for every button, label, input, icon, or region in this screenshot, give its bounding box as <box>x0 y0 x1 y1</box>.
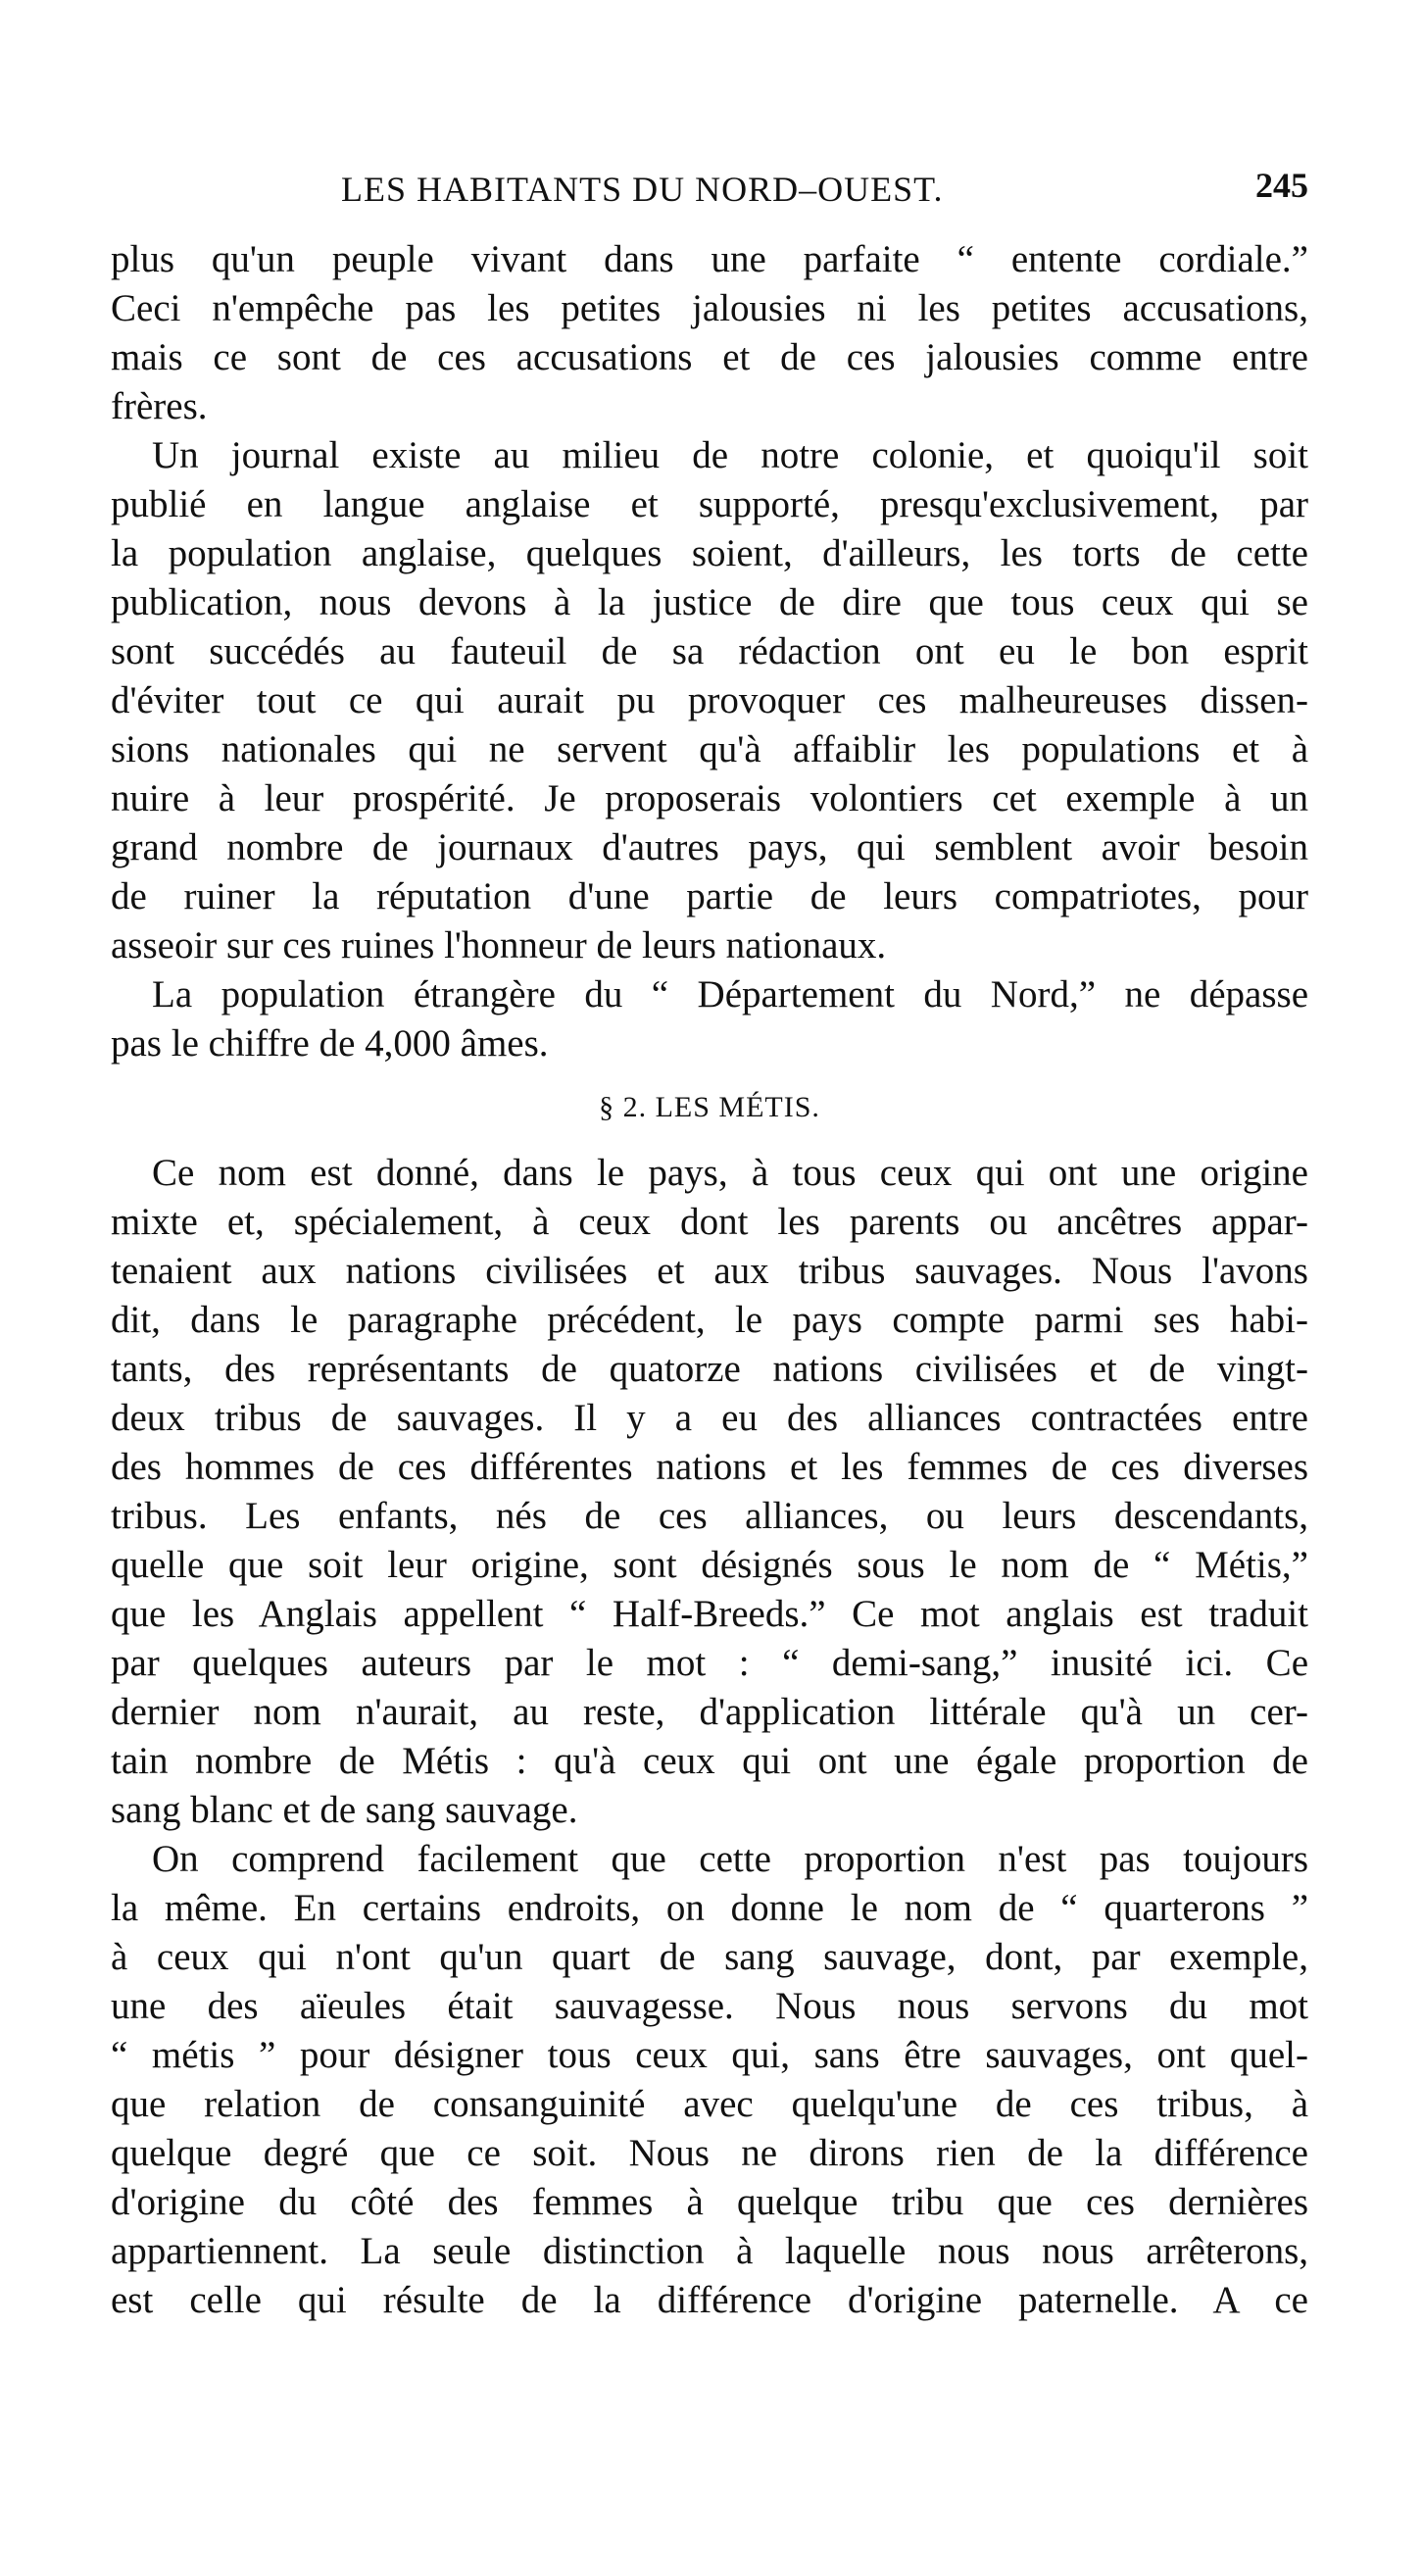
text-line: d'origine du côté des femmes à quelque tribu que ces dernières <box>111 2181 1308 2223</box>
text-line: Un journal existe au milieu de notre colonie, et quoiqu'il soit <box>152 434 1308 476</box>
text-line: à ceux qui n'ont qu'un quart de sang sauvage, dont, par exemple, <box>111 1936 1308 1978</box>
text-line: “ métis ” pour désigner tous ceux qui, sans être sauvages, ont quel- <box>111 2034 1308 2076</box>
text-line: sont succédés au fauteuil de sa rédaction ont eu le bon esprit <box>111 630 1308 672</box>
text-line: Ceci n'empêche pas les petites jalousies ni les petites accusations, <box>111 287 1308 329</box>
text-line: mixte et, spécialement, à ceux dont les parents ou ancêtres appar- <box>111 1201 1308 1243</box>
text-line: tribus. Les enfants, nés de ces alliances, ou leurs descendants, <box>111 1495 1308 1537</box>
text-line: dernier nom n'aurait, au reste, d'application littérale qu'à un cer- <box>111 1691 1308 1733</box>
text-line: plus qu'un peuple vivant dans une parfaite “ entente cordiale.” <box>111 238 1308 280</box>
page-number: 245 <box>1255 166 1308 205</box>
text-line: que les Anglais appellent “ Half-Breeds.” Ce mot anglais est traduit <box>111 1593 1308 1635</box>
page-header <box>111 159 1308 218</box>
text-line: publié en langue anglaise et supporté, presqu'exclusivement, par <box>111 483 1308 525</box>
text-line: tants, des représentants de quatorze nations civilisées et de vingt- <box>111 1348 1308 1390</box>
paragraph <box>111 431 1308 970</box>
paragraph <box>111 1149 1308 1835</box>
text-line: mais ce sont de ces accusations et de ces jalousies comme entre <box>111 336 1308 378</box>
text-line: tain nombre de Métis : qu'à ceux qui ont une égale proportion de <box>111 1740 1308 1782</box>
text-line: tenaient aux nations civilisées et aux tribus sauvages. Nous l'avons <box>111 1250 1308 1292</box>
text-line: dit, dans le paragraphe précédent, le pays compte parmi ses habi- <box>111 1299 1308 1341</box>
text-line: deux tribus de sauvages. Il y a eu des alliances contractées entre <box>111 1397 1308 1439</box>
text-line: une des aïeules était sauvagesse. Nous nous servons du mot <box>111 1985 1308 2027</box>
text-line: nuire à leur prospérité. Je proposerais volontiers cet exemple à un <box>111 777 1308 819</box>
text-line: la population anglaise, quelques soient, d'ailleurs, les torts de cette <box>111 532 1308 574</box>
paragraph <box>111 1835 1308 2325</box>
text-line: des hommes de ces différentes nations et les femmes de ces diverses <box>111 1446 1308 1488</box>
running-title: LES HABITANTS DU NORD–OUEST. <box>341 170 944 209</box>
text-line: est celle qui résulte de la différence d'origine paternelle. A ce <box>111 2279 1308 2321</box>
text-line: par quelques auteurs par le mot : “ demi-sang,” inusité ici. Ce <box>111 1642 1308 1684</box>
text-line: Ce nom est donné, dans le pays, à tous ceux qui ont une origine <box>152 1152 1308 1194</box>
text-line: d'éviter tout ce qui aurait pu provoquer ces malheureuses dissen- <box>111 679 1308 721</box>
text-line: La population étrangère du “ Département du Nord,” ne dépasse <box>152 973 1308 1016</box>
text-line: publication, nous devons à la justice de dire que tous ceux qui se <box>111 581 1308 623</box>
paragraph <box>111 970 1308 1068</box>
body-text <box>111 235 1308 2325</box>
text-line: quelle que soit leur origine, sont désignés sous le nom de “ Métis,” <box>111 1544 1308 1586</box>
text-line: pas le chiffre de 4,000 âmes. <box>111 1022 549 1065</box>
text-line: de ruiner la réputation d'une partie de leurs compatriotes, pour <box>111 875 1308 917</box>
text-line: que relation de consanguinité avec quelqu'une de ces tribus, à <box>111 2083 1308 2125</box>
text-line: la même. En certains endroits, on donne le nom de “ quarterons ” <box>111 1887 1308 1929</box>
text-line: quelque degré que ce soit. Nous ne dirons rien de la différence <box>111 2132 1308 2174</box>
text-line: sions nationales qui ne servent qu'à affaiblir les populations et à <box>111 728 1308 770</box>
text-line: appartiennent. La seule distinction à laquelle nous nous arrêterons, <box>111 2230 1308 2272</box>
text-line: grand nombre de journaux d'autres pays, qui semblent avoir besoin <box>111 826 1308 868</box>
text-line: frères. <box>111 385 208 427</box>
text-line: asseoir sur ces ruines l'honneur de leurs nationaux. <box>111 924 887 966</box>
text-line: sang blanc et de sang sauvage. <box>111 1789 578 1831</box>
paragraph <box>111 235 1308 431</box>
section-heading: § 2. LES MÉTIS. <box>599 1091 820 1123</box>
text-line: On comprend facilement que cette proportion n'est pas toujours <box>152 1838 1308 1880</box>
